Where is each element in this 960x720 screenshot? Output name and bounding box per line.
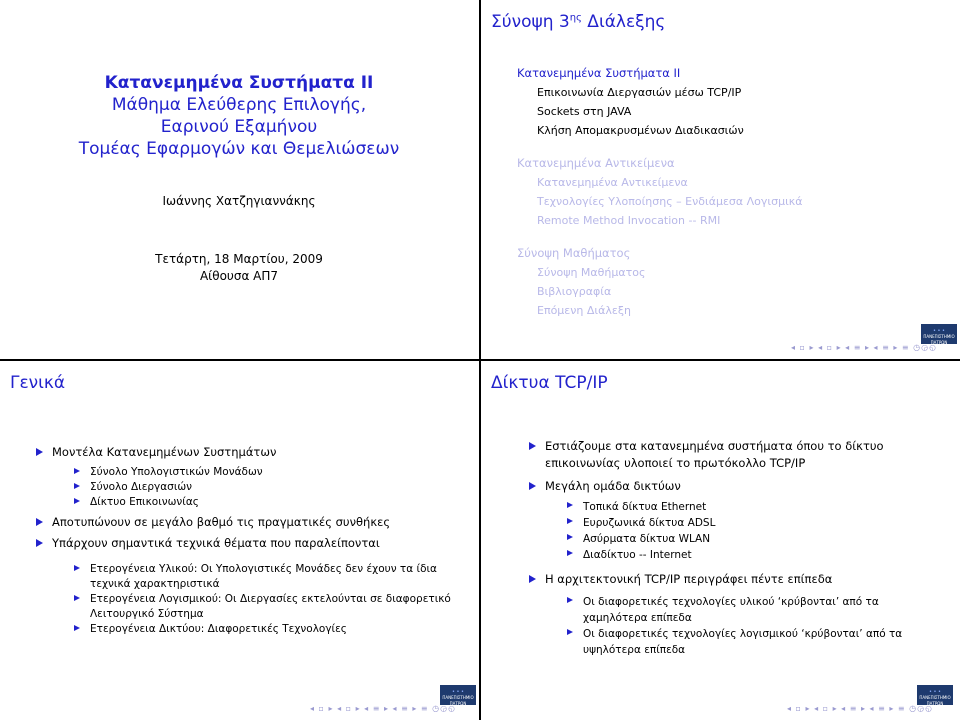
toc-section-2[interactable]: Κατανεμημένα Αντικείμενα: [517, 156, 675, 170]
bullet: Η αρχιτεκτονική TCP/IP περιγράφει πέντε επίπεδα Οι διαφορετικές τεχνολογίες υλικού ‘κρύβονται’ από τα χαμηλότερα επίπεδα Οι διαφορετικές τεχνολογίες λογισμικού ‘κρύβονται’ από τα υψηλότερα επίπεδα: [529, 571, 939, 658]
sub-bullet: Ετερογένεια Δικτύου: Διαφορετικές Τεχνολογίες: [74, 622, 456, 637]
lecture-date: Τετάρτη, 18 Μαρτίου, 2009: [155, 252, 323, 266]
bullet: Μεγάλη ομάδα δικτύων Τοπικά δίκτυα Ethernet Ευρυζωνικά δίκτυα ADSL Ασύρματα δίκτυα WLAN Διαδίκτυο -- Internet: [529, 478, 939, 563]
bullet: Υπάρχουν σημαντικά τεχνικά θέματα που παραλείπονται Ετερογένεια Υλικού: Οι Υπολογιστικές Μονάδες δεν έχουν τα ίδια τεχνικά χαρακτηριστικά Ετερογένεια Λογισμικού: Οι Διεργασίες εκτελούνται σε διαφορετικό Λειτουργικό Σύστημα Ετερογένεια Δικτύου: Διαφορετικές Τεχνολογίες: [36, 535, 456, 637]
slide-body: [36, 444, 456, 641]
lecture-title-block: [0, 72, 478, 160]
bullet: Αποτυπώνουν σε μεγάλο βαθμό τις πραγματικές συνθήκες: [36, 514, 456, 531]
slide-general: [0, 361, 478, 719]
beamer-navigation[interactable]: ◂ ▫ ▸ ◂ ▫ ▸ ◂ ≡ ▸ ◂ ≡ ▸ ≡ ◷◶◵: [310, 704, 457, 713]
course-title: Κατανεμημένα Συστήματα ΙΙ: [104, 73, 374, 93]
author: Ιωάννης Χατζηγιαννάκης: [162, 194, 316, 208]
beamer-navigation[interactable]: ◂ ▫ ▸ ◂ ▫ ▸ ◂ ≡ ▸ ◂ ≡ ▸ ≡ ◷◶◵: [791, 343, 938, 352]
sub-bullet: Σύνολο Υπολογιστικών Μονάδων: [74, 465, 456, 480]
sub-bullet: Ετερογένεια Λογισμικού: Οι Διεργασίες εκτελούνται σε διαφορετικό Λειτουργικό Σύστημα: [74, 592, 456, 622]
slide-tcpip: [481, 361, 959, 719]
toc-item[interactable]: Επικοινωνία Διεργασιών μέσω TCP/IP: [537, 86, 742, 99]
sub-bullet: Ασύρματα δίκτυα WLAN: [567, 531, 939, 547]
toc-item[interactable]: Επόμενη Διάλεξη: [537, 304, 631, 317]
sub-bullet: Οι διαφορετικές τεχνολογίες υλικού ‘κρύβονται’ από τα χαμηλότερα επίπεδα: [567, 594, 939, 626]
title-line-1: Μάθημα Ελεύθερης Επιλογής,: [111, 95, 367, 115]
toc-item[interactable]: Τεχνολογίες Υλοποίησης – Ενδιάμεσα Λογισμικά: [537, 195, 803, 208]
sub-bullet: Ευρυζωνικά δίκτυα ADSL: [567, 515, 939, 531]
bullet: Μοντέλα Κατανεμημένων Συστημάτων Σύνολο Υπολογιστικών Μονάδων Σύνολο Διεργασιών Δίκτυο Επικοινωνίας: [36, 444, 456, 510]
bullet: Εστιάζουμε στα κατανεμημένα συστήματα όπου το δίκτυο επικοινωνίας υλοποιεί το πρωτόκολλο TCP/IP: [529, 438, 939, 472]
toc-section-1[interactable]: Κατανεμημένα Συστήματα ΙΙ: [517, 66, 681, 80]
title-line-2: Εαρινού Εξαμήνου: [160, 117, 318, 137]
slide-body: [529, 438, 939, 662]
sub-bullet: Ετερογένεια Υλικού: Οι Υπολογιστικές Μονάδες δεν έχουν τα ίδια τεχνικά χαρακτηριστικά: [74, 562, 456, 592]
sub-bullet: Οι διαφορετικές τεχνολογίες λογισμικού ‘κρύβονται’ από τα υψηλότερα επίπεδα: [567, 626, 939, 658]
sub-bullet: Διαδίκτυο -- Internet: [567, 547, 939, 563]
slide-summary: [481, 0, 959, 358]
slide-title: Σύνοψη $3^{\eta\varsigma}$ Διάλεξης: [491, 12, 666, 32]
sub-bullet: Δίκτυο Επικοινωνίας: [74, 495, 456, 510]
slide-title-page: [0, 0, 478, 358]
beamer-navigation[interactable]: ◂ ▫ ▸ ◂ ▫ ▸ ◂ ≡ ▸ ◂ ≡ ▸ ≡ ◷◶◵: [787, 704, 934, 713]
toc-item[interactable]: Κλήση Απομακρυσμένων Διαδικασιών: [537, 124, 744, 137]
sub-bullet: Τοπικά δίκτυα Ethernet: [567, 499, 939, 515]
university-logo: • • • ΠΑΝΕΠΙΣΤΗΜΙΟ ΠΑΤΡΩΝ: [921, 324, 957, 344]
toc-item[interactable]: Βιβλιογραφία: [537, 285, 612, 298]
toc-item[interactable]: Σύνοψη Μαθήματος: [537, 266, 646, 279]
university-logo: • • • ΠΑΝΕΠΙΣΤΗΜΙΟ ΠΑΤΡΩΝ: [440, 685, 476, 705]
slide-title: Δίκτυα TCP/IP: [491, 373, 608, 393]
lecture-room: Αίθουσα ΑΠ7: [199, 269, 279, 283]
slide-title: Γενικά: [10, 373, 66, 393]
table-of-contents: [517, 64, 803, 320]
toc-item[interactable]: Sockets στη JAVA: [537, 105, 632, 118]
date-block: [0, 251, 478, 285]
sub-bullet: Σύνολο Διεργασιών: [74, 480, 456, 495]
university-logo: • • • ΠΑΝΕΠΙΣΤΗΜΙΟ ΠΑΤΡΩΝ: [917, 685, 953, 705]
title-line-3: Τομέας Εφαρμογών και Θεμελιώσεων: [78, 139, 400, 159]
toc-section-3[interactable]: Σύνοψη Μαθήματος: [517, 246, 631, 260]
toc-item[interactable]: Κατανεμημένα Αντικείμενα: [537, 176, 688, 189]
toc-item[interactable]: Remote Method Invocation -- RMI: [537, 214, 721, 227]
